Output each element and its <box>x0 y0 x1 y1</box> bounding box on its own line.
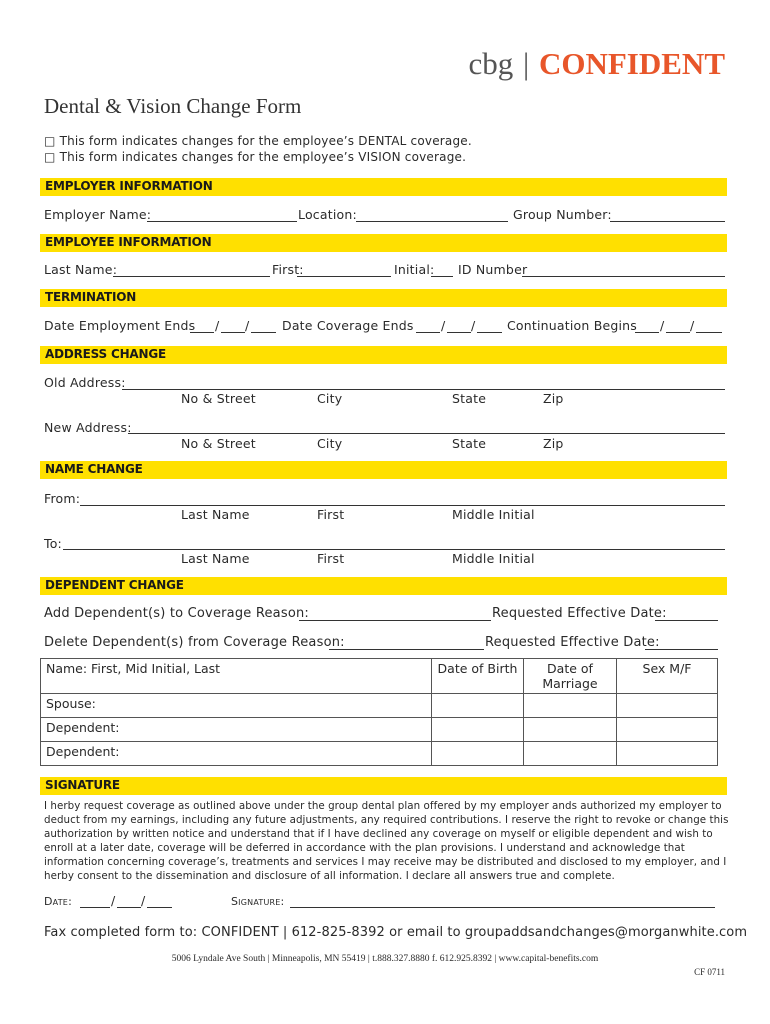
to-middle-initial-label: Middle Initial <box>452 551 535 566</box>
old-address-city-label: City <box>317 391 343 406</box>
id-number-field[interactable] <box>522 276 725 277</box>
section-employee-label: EMPLOYEE INFORMATION <box>45 235 212 249</box>
row-dependent-label[interactable]: Dependent: <box>41 718 432 742</box>
spouse-dob-cell[interactable] <box>432 694 524 718</box>
old-address-street-label: No & Street <box>181 391 256 406</box>
date-sep: / <box>215 318 220 333</box>
employment-ends-day[interactable] <box>221 332 245 333</box>
add-effective-date-label: Requested Effective Date: <box>492 606 667 621</box>
brand-prefix: cbg <box>468 46 514 81</box>
dependent1-sex-cell[interactable] <box>617 718 718 742</box>
from-first-label: First <box>317 507 345 522</box>
checkbox-dental[interactable]: □ <box>44 134 56 148</box>
signature-date-year[interactable] <box>147 907 172 908</box>
employer-name-label: Employer Name: <box>44 207 152 222</box>
dependent2-dob-cell[interactable] <box>432 742 524 766</box>
id-number-label: ID Number <box>458 262 528 277</box>
authorization-text: I herby request coverage as outlined above under the group dental plan offered by my employer ands authorized my employer to deduct from my earnings, including any future adjustments, any required contributions. I reserve the right to revoke or change this authorization by written notice and understand that if I have declined any coverage on myself or eligible dependent and wish to enroll at a later date, coverage will be deferred in accordance with the plan provisions. I understand and acknowledge that information concerning coverage’s, treatments and services I may receive may be distributed and disclosed to my employer, and I herby consent to the dissemination and disclosure of all information. I declare all answers true and complete. <box>44 800 729 882</box>
signature-label: Signature: <box>231 895 285 908</box>
coverage-vision-text: This form indicates changes for the employee’s VISION coverage. <box>59 150 467 164</box>
signature-date-month[interactable] <box>80 907 110 908</box>
coverage-ends-month[interactable] <box>416 332 440 333</box>
new-address-zip-label: Zip <box>543 436 564 451</box>
location-label: Location: <box>298 207 357 222</box>
section-employer-label: EMPLOYER INFORMATION <box>45 179 213 193</box>
to-first-label: First <box>317 551 345 566</box>
old-address-label: Old Address: <box>44 375 126 390</box>
signature-field[interactable] <box>290 907 715 908</box>
date-sep: / <box>141 893 146 908</box>
first-name-label: First: <box>272 262 304 277</box>
coverage-ends-day[interactable] <box>447 332 471 333</box>
continuation-begins-month[interactable] <box>635 332 659 333</box>
delete-effective-date-label: Requested Effective Date: <box>485 635 660 650</box>
form-code: CF 0711 <box>694 967 725 977</box>
col-sex-header: Sex M/F <box>617 659 718 694</box>
section-employee <box>40 234 727 252</box>
last-name-label: Last Name: <box>44 262 118 277</box>
employer-name-field[interactable] <box>147 221 297 222</box>
new-address-street-label: No & Street <box>181 436 256 451</box>
to-name-field[interactable] <box>63 549 725 550</box>
new-address-label: New Address: <box>44 420 132 435</box>
signature-date-day[interactable] <box>117 907 141 908</box>
brand-name: CONFIDENT <box>538 46 725 81</box>
section-address <box>40 346 727 364</box>
last-name-field[interactable] <box>113 276 270 277</box>
date-sep: / <box>111 893 116 908</box>
section-address-label: ADDRESS CHANGE <box>45 347 166 361</box>
from-label: From: <box>44 491 81 506</box>
group-number-label: Group Number: <box>513 207 612 222</box>
section-dependent-label: DEPENDENT CHANGE <box>45 578 184 592</box>
to-last-name-label: Last Name <box>181 551 250 566</box>
date-sep: / <box>441 318 446 333</box>
table-row[interactable] <box>41 718 718 742</box>
old-address-field[interactable] <box>122 389 725 390</box>
section-termination-label: TERMINATION <box>45 290 137 304</box>
section-signature-label: SIGNATURE <box>45 778 120 792</box>
section-termination <box>40 289 727 307</box>
spouse-sex-cell[interactable] <box>617 694 718 718</box>
employment-ends-label: Date Employment Ends <box>44 318 196 333</box>
dependent-table <box>40 658 718 766</box>
coverage-dental-text: This form indicates changes for the employee’s DENTAL coverage. <box>59 134 472 148</box>
section-signature <box>40 777 727 795</box>
date-sep: / <box>471 318 476 333</box>
coverage-ends-year[interactable] <box>477 332 502 333</box>
new-address-field[interactable] <box>128 433 725 434</box>
coverage-ends-label: Date Coverage Ends <box>282 318 414 333</box>
brand-separator: | <box>523 46 530 81</box>
dependent1-marriage-cell[interactable] <box>524 718 617 742</box>
table-row[interactable] <box>41 694 718 718</box>
fax-instructions: Fax completed form to: CONFIDENT | 612-825-8392 or email to groupaddsandchanges@morganwhite.com <box>44 925 748 940</box>
date-sep: / <box>660 318 665 333</box>
dependent2-sex-cell[interactable] <box>617 742 718 766</box>
table-row[interactable] <box>41 742 718 766</box>
spouse-marriage-cell[interactable] <box>524 694 617 718</box>
employment-ends-month[interactable] <box>190 332 214 333</box>
col-marriage-header: Date of Marriage <box>524 659 617 694</box>
row-dependent-label[interactable]: Dependent: <box>41 742 432 766</box>
form-title: Dental & Vision Change Form <box>44 94 302 118</box>
col-dob-header: Date of Birth <box>432 659 524 694</box>
footer-address: 5006 Lyndale Ave South | Minneapolis, MN 55419 | t.888.327.8880 f. 612.925.8392 | www.capital-benefits.com <box>171 954 599 964</box>
row-spouse-label[interactable]: Spouse: <box>41 694 432 718</box>
section-dependent <box>40 577 727 595</box>
add-dependent-reason-label: Add Dependent(s) to Coverage Reason: <box>44 606 309 621</box>
date-sep: / <box>245 318 250 333</box>
continuation-begins-day[interactable] <box>666 332 690 333</box>
add-dependent-reason-field[interactable] <box>299 620 491 621</box>
continuation-begins-label: Continuation Begins <box>507 318 638 333</box>
group-number-field[interactable] <box>610 221 725 222</box>
date-sep: / <box>690 318 695 333</box>
new-address-state-label: State <box>452 436 487 451</box>
new-address-city-label: City <box>317 436 343 451</box>
delete-dependent-reason-field[interactable] <box>329 649 484 650</box>
initial-label: Initial: <box>394 262 435 277</box>
col-name-header: Name: First, Mid Initial, Last <box>41 659 432 694</box>
table-header-row <box>41 659 718 694</box>
first-name-field[interactable] <box>297 276 391 277</box>
initial-field[interactable] <box>431 276 453 277</box>
coverage-option-dental[interactable] <box>44 134 472 148</box>
dependent2-marriage-cell[interactable] <box>524 742 617 766</box>
to-label: To: <box>44 536 62 551</box>
signature-date-label: Date: <box>44 895 72 908</box>
section-name-change-label: NAME CHANGE <box>45 462 143 476</box>
delete-dependent-reason-label: Delete Dependent(s) from Coverage Reason: <box>44 635 345 650</box>
location-field[interactable] <box>356 221 508 222</box>
continuation-begins-year[interactable] <box>696 332 722 333</box>
employment-ends-year[interactable] <box>251 332 276 333</box>
old-address-state-label: State <box>452 391 487 406</box>
brand-logo <box>469 46 726 82</box>
from-name-field[interactable] <box>80 505 725 506</box>
checkbox-vision[interactable]: □ <box>44 150 56 164</box>
section-name-change <box>40 461 727 479</box>
add-effective-date-field[interactable] <box>655 620 718 621</box>
section-employer <box>40 178 727 196</box>
old-address-zip-label: Zip <box>543 391 564 406</box>
from-middle-initial-label: Middle Initial <box>452 507 535 522</box>
delete-effective-date-field[interactable] <box>645 649 718 650</box>
dependent1-dob-cell[interactable] <box>432 718 524 742</box>
from-last-name-label: Last Name <box>181 507 250 522</box>
coverage-option-vision[interactable] <box>44 150 466 164</box>
